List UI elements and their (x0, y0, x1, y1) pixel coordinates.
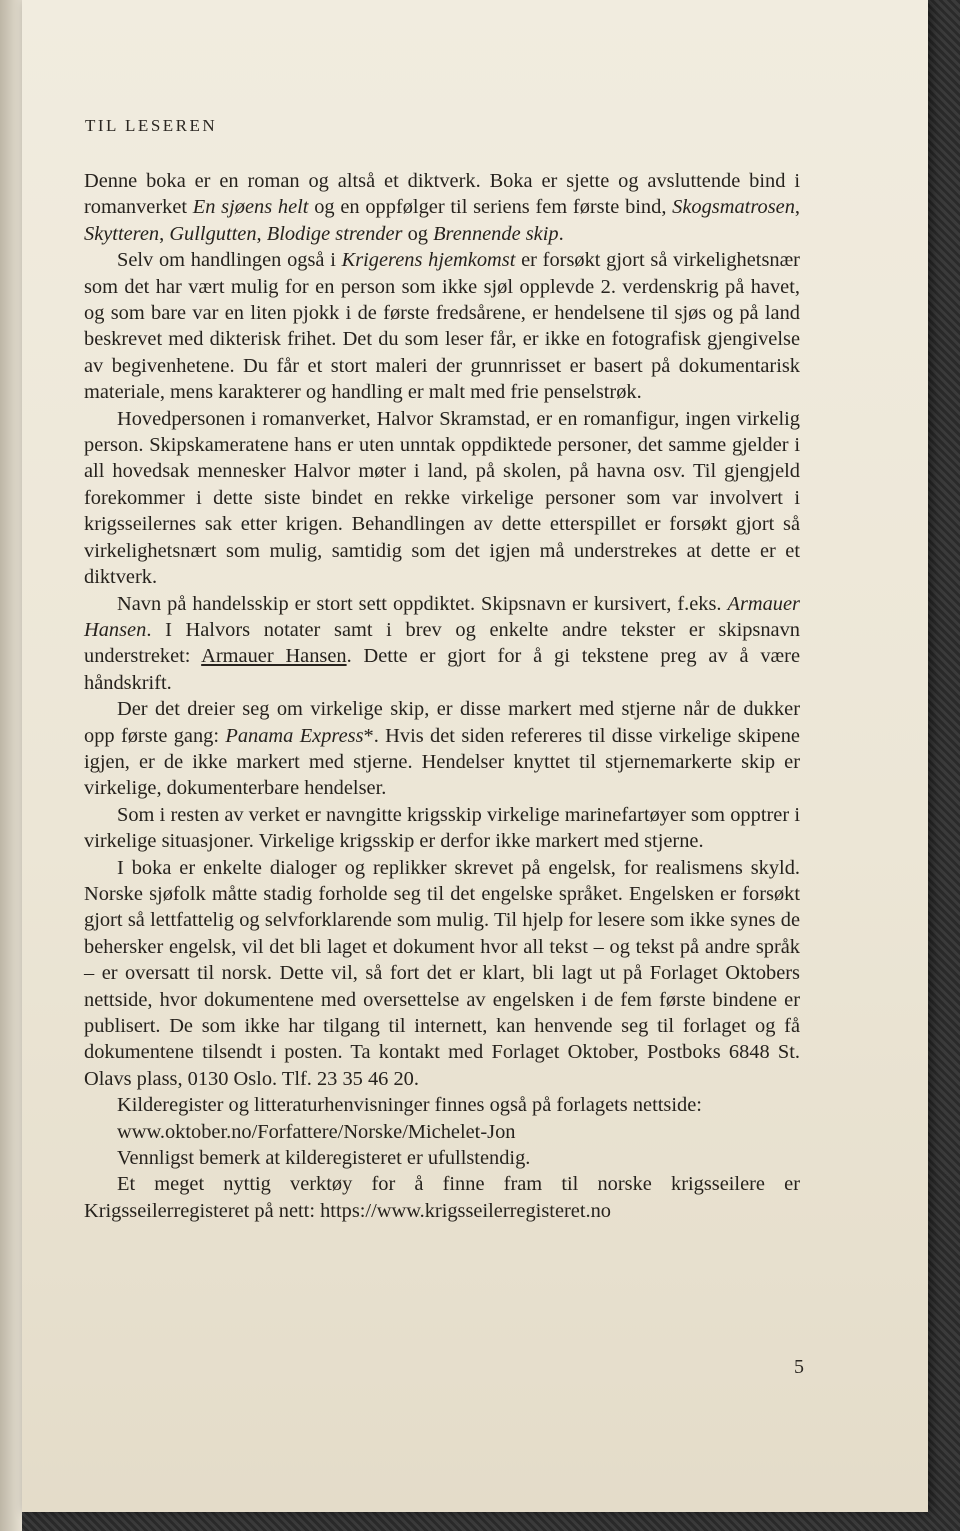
book-title: Gullgutten (169, 222, 257, 245)
text-run: er forsøkt gjort så virkelighetsnær som det har vært mulig for en person som ikke sjøl opplevde 2. verdenskrig på havet, og som bare var en liten pjokk i de første fredsårene, er hendelsene til sjøs og på land beskrevet med dikterisk frihet. Det du som leser får, er ikke en fotografisk gjengivelse av begivenhetene. Du får et stort maleri der grunnrisset er basert på dokumentarisk materiale, mens karakterer og handling er malt med frie penselstrøk. (84, 249, 800, 404)
paragraph-6: Som i resten av verket er navngitte krigsskip virkelige marinefartøyer som opptrer i virkelige situasjoner. Virkelige krigsskip er derfor ikke markert med stjerne. (84, 803, 800, 853)
text-run: , (159, 222, 170, 245)
book-page (22, 0, 928, 1512)
book-title: En sjøens helt (192, 196, 309, 219)
book-title: Krigerens hjemkomst (341, 249, 516, 272)
page-number: 5 (794, 1356, 804, 1378)
paragraph-8 (84, 1092, 800, 1145)
text-run: Denne boka er en roman og altså et diktverk. Boka er sjette og avsluttende bind i romanverket (84, 170, 800, 219)
paragraph-1 (84, 168, 800, 247)
paragraph-7: I boka er enkelte dialoger og replikker skrevet på engelsk, for realismens skyld. Norske sjøfolk måtte stadig forholde seg til det engelske språket. Engelsken er forsøkt gjort så lettfattelig og selvforklarende som mulig. Til hjelp for lesere som ikke synes de behersker engelsk, vil det bli laget et dokument hvor all tekst – og tekst på andre språk – er oversatt til norsk. Dette vil, så fort det er klart, bli lagt ut på Forlaget Oktobers nettside, hvor dokumentene med oversettelse av engelsken i de fem første bindene er publisert. De som ikke har tilgang til internett, kan henvende seg til forlaget og få dokumentene tilsendt i posten. Ta kontakt med Forlaget Oktober, Postboks 6848 St. Olavs plass, 0130 Oslo. Tlf. 23 35 46 20. (84, 856, 800, 1090)
paragraph-2 (84, 247, 800, 405)
text-run: Navn på handelsskip er stort sett oppdiktet. Skipsnavn er kursivert, f.eks. (117, 592, 728, 615)
text-run: og en oppfølger til seriens fem første bind, (308, 196, 673, 219)
text-run: og (402, 222, 434, 245)
source-url: www.oktober.no/Forfattere/Norske/Michelet-Jon (117, 1120, 516, 1143)
book-title: Blodige strender (266, 222, 403, 245)
text-run: , (794, 196, 800, 219)
paragraph-9: Vennligst bemerk at kilderegisteret er ufullstendig. (117, 1147, 531, 1170)
text-run: Der det dreier seg om virkelige skip, er disse markert med stjerne når de dukker opp første gang: (84, 698, 800, 747)
ship-name-italic: Armauer Hansen (84, 592, 800, 641)
text-run: *. Hvis det siden refereres til disse virkelige skipene igjen, er de ikke markert med stjerne. Hendelser knyttet til stjernemarkerte skip er virkelige, dokumenterbare hendelser. (84, 724, 800, 800)
text-run: Kilderegister og litteraturhenvisninger finnes også på forlagets nettside: (117, 1094, 702, 1117)
paragraph-5 (84, 696, 800, 802)
ship-name-underlined: Armauer Hansen (201, 645, 347, 668)
text-run: . (558, 222, 564, 245)
facing-page-edge (0, 0, 22, 1531)
book-title: Skogsmatrosen (672, 196, 795, 219)
text-run: . Dette er gjort for å gi tekstene preg av å være håndskrift. (84, 645, 800, 694)
body-text (84, 168, 800, 1224)
book-title: Skytteren (84, 222, 160, 245)
paragraph-3: Hovedpersonen i romanverket, Halvor Skramstad, er en romanfigur, ingen virkelig person. Skipskameratene hans er uten unntak oppdiktede personer, det samme gjelder i all hovedsak mennesker Halvor møter i land, på skolen, på havna osv. Til gjengjeld forekommer i dette siste bindet en rekke virkelige personer som var involvert i krigsseilernes sak etter krigen. Behandlingen av dette etterspillet er forsøkt gjort så virkelighetsnært som mulig, samtidig som det igjen må understrekes at dette er et diktverk. (84, 407, 800, 589)
paragraph-10: Et meget nyttig verktøy for å finne fram til norske krigsseilere er Krigsseilerregisteret på nett: https://www.krigsseilerregisteret.no (84, 1173, 800, 1222)
paragraph-4 (84, 591, 800, 697)
text-run: . I Halvors notater samt i brev og enkelte andre tekster er skipsnavn understreket: (84, 618, 800, 668)
book-title: Brennende skip (433, 222, 559, 245)
text-run: Selv om handlingen også i (117, 249, 342, 272)
ship-name-italic: Panama Express (225, 724, 364, 747)
running-head: TIL LESEREN (85, 116, 218, 135)
text-run: , (256, 222, 267, 245)
